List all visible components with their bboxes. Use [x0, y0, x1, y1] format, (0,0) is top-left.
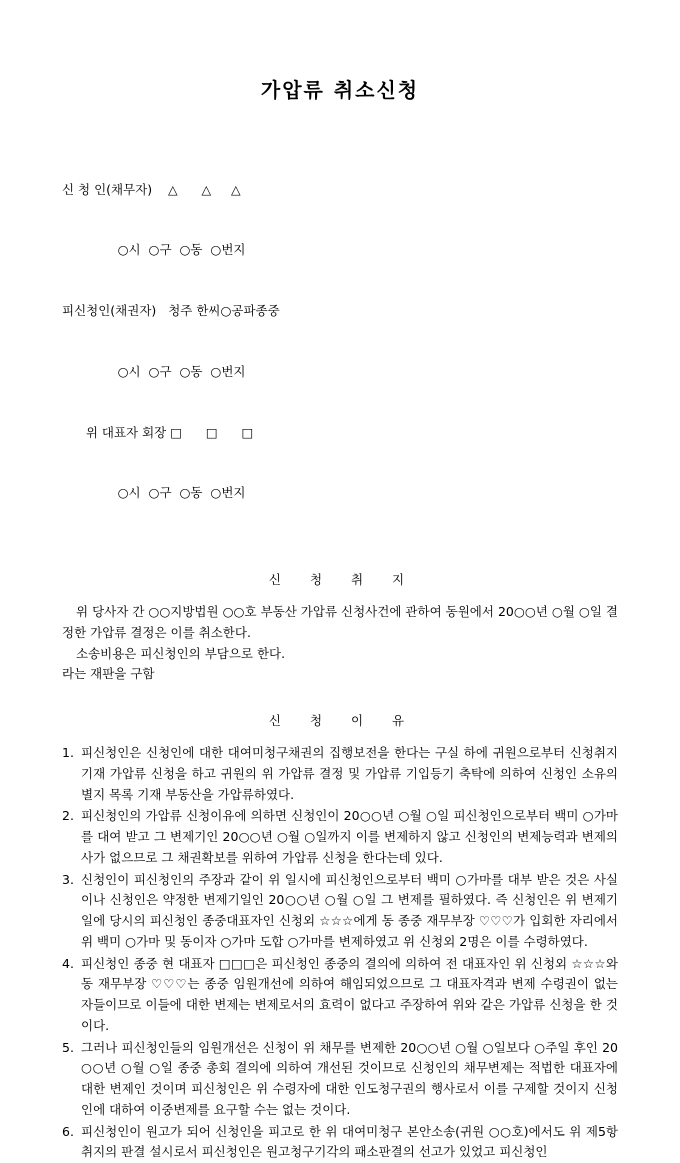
list-item-number: 6.: [62, 1122, 81, 1163]
list-item: [62, 806, 618, 868]
reason-list: [62, 743, 618, 1163]
purpose-paragraph: 소송비용은 피신청인의 부담으로 한다.: [62, 644, 618, 665]
party-line: 위 대표자 회장 □ □ □: [62, 423, 618, 443]
list-item-text: 그러나 피신청인들의 임원개선은 신청이 위 채무를 변제한 20○○년 ○월 ○일보다 ○주일 후인 20○○년 ○월 ○일 종중 총회 결의에 의하여 개선된 것이므로 신청인의 채무변제는 적법한 대표자에 대한 변제인 것이며 피신청인은 위 수령자에 대한 인도청구권의 행사로서 이를 구제할 것이지 신청인에 대하여 이중변제를 요구할 수는 없는 것이다.: [81, 1038, 618, 1121]
list-item-number: 5.: [62, 1038, 81, 1121]
purpose-paragraph: 위 당사자 간 ○○지방법원 ○○호 부동산 가압류 신청사건에 관하여 동원에서 20○○년 ○월 ○일 결정한 가압류 결정은 이를 취소한다.: [62, 602, 618, 644]
purpose-heading: 신 청 취 지: [62, 570, 618, 588]
list-item: [62, 743, 618, 805]
list-item: [62, 1038, 618, 1121]
list-item-text: 신청인이 피신청인의 주장과 같이 위 일시에 피신청인으로부터 백미 ○가마를 대부 받은 것은 사실이나 신청인은 약정한 변제기일인 20○○년 ○월 ○일 그 변제를 필하였다. 즉 신청인은 위 변제기일에 당시의 피신청인 종중대표자인 신청외 ☆☆☆에게 동 종중 재무부장 ♡♡♡가 입회한 자리에서 위 백미 ○가마 및 동이자 ○가마 도합 ○가마를 변제하였고 위 신청외 2명은 이를 수령하였다.: [81, 870, 618, 953]
page-title: 가압류 취소신청: [62, 74, 618, 103]
document-page: [0, 74, 680, 1036]
reason-heading: 신 청 이 유: [62, 711, 618, 729]
party-line: 신 청 인(채무자) △ △ △: [62, 180, 618, 200]
list-item-number: 4.: [62, 954, 81, 1037]
list-item-number: 3.: [62, 870, 81, 953]
party-line: ○시 ○구 ○동 ○번지: [62, 240, 618, 260]
list-item-number: 1.: [62, 743, 81, 805]
parties-block: [62, 139, 618, 544]
party-line: ○시 ○구 ○동 ○번지: [62, 483, 618, 503]
list-item: [62, 954, 618, 1037]
list-item: [62, 1122, 618, 1163]
list-item-text: 피신청인 종중 현 대표자 □□□은 피신청인 종중의 결의에 의하여 전 대표자인 위 신청외 ☆☆☆와 동 재무부장 ♡♡♡는 종중 임원개선에 의하여 해임되었으므로 그 대표자격과 변제 수령권이 없는 자들이므로 이들에 대한 변제는 변제로서의 효력이 없다고 주장하여 위와 같은 가압류 신청을 한 것이다.: [81, 954, 618, 1037]
list-item-text: 피신청인이 원고가 되어 신청인을 피고로 한 위 대여미청구 본안소송(귀원 ○○호)에서도 위 제5항 취지의 판결 설시로서 피신청인은 원고청구기각의 패소판결의 선고가 있었고 피신청인: [81, 1122, 618, 1163]
list-item-text: 피신청인의 가압류 신청이유에 의하면 신청인이 20○○년 ○월 ○일 피신청인으로부터 백미 ○가마를 대여 받고 그 변제기인 20○○년 ○월 ○일까지 이를 변제하지 않고 신청인의 변제능력과 변제의사가 없으므로 그 채권확보를 위하여 가압류 신청을 한다는데 있다.: [81, 806, 618, 868]
list-item-text: 피신청인은 신청인에 대한 대여미청구채권의 집행보전을 한다는 구실 하에 귀원으로부터 신청취지 기재 가압류 신청을 하고 귀원의 위 가압류 결정 및 가압류 기입등기 축탁에 의하여 신청인 소유의 별지 목록 기재 부동산을 가압류하였다.: [81, 743, 618, 805]
party-line: ○시 ○구 ○동 ○번지: [62, 362, 618, 382]
list-item-number: 2.: [62, 806, 81, 868]
purpose-paragraph: 라는 재판을 구함: [62, 664, 618, 685]
list-item: [62, 870, 618, 953]
party-line: 피신청인(채권자) 청주 한씨○공파종중: [62, 301, 618, 321]
